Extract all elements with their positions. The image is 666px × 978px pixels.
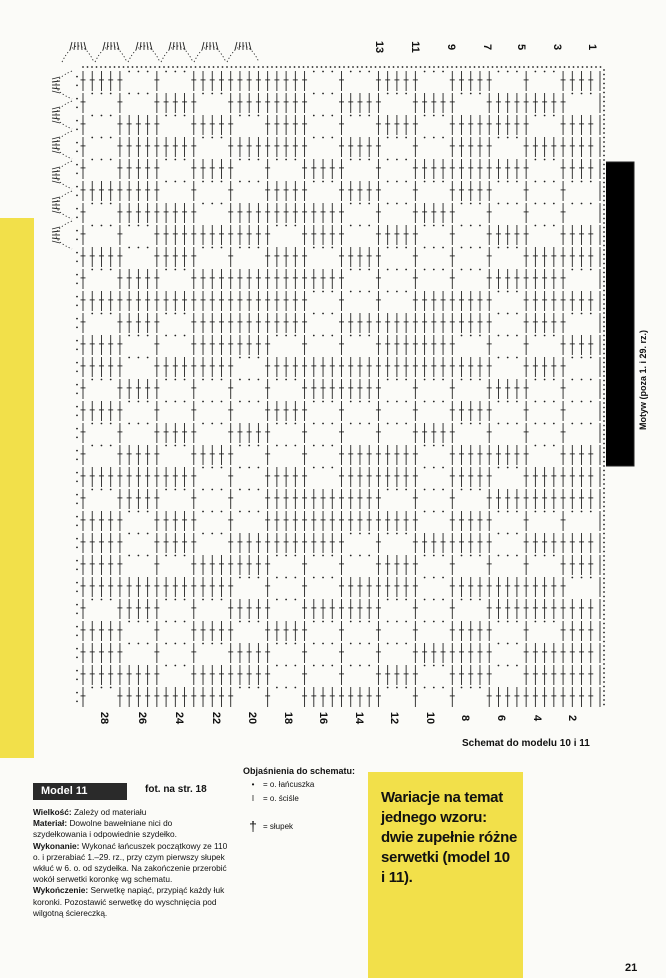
row-number-top: 7	[481, 43, 493, 51]
finishing-text: Serwetkę napiąć, przypiąć każdy łuk koronki. Pozostawić serwetkę do wyschnięcia pod wilgotną ściereczką.	[33, 885, 225, 918]
row-number-bottom: 20	[246, 711, 258, 725]
model-title: Model 11	[33, 783, 127, 800]
legend-item-treble	[243, 818, 293, 834]
highlight-text: Wariacje na temat jednego wzoru: dwie zupełnie różne serwetki (model 10 i 11).	[381, 789, 517, 886]
scheme-caption: Schemat do modelu 10 i 11	[462, 738, 590, 749]
chain-symbol-icon: •	[251, 780, 255, 789]
row-number-top: 3	[551, 43, 563, 51]
row-number-bottom: 2	[566, 714, 578, 722]
row-number-top: 5	[515, 43, 527, 51]
legend-item-slip	[243, 794, 299, 803]
row-number-bottom: 22	[210, 711, 222, 725]
row-number-bottom: 28	[98, 711, 110, 725]
row-number-bottom: 12	[388, 711, 400, 725]
finishing-label: Wykończenie:	[33, 885, 89, 896]
legend-text: = o. łańcuszka	[263, 780, 315, 789]
motif-label: Motyw (poza 1. i 29. rz.)	[638, 330, 648, 431]
size-label: Wielkość:	[33, 807, 72, 817]
slip-stitch-symbol-icon: I	[251, 794, 255, 803]
legend-title: Objaśnienia do schematu:	[243, 766, 356, 776]
size-text: Zależy od materiału	[73, 807, 147, 817]
legend-item-chain	[243, 780, 314, 789]
row-number-bottom: 16	[317, 711, 329, 725]
row-number-bottom: 18	[282, 711, 294, 725]
page-number: 21	[625, 962, 638, 974]
row-number-bottom: 14	[353, 711, 365, 725]
row-number-bottom: 24	[173, 711, 185, 725]
material-text: Dowolne bawełniane nici do szydełkowania i odpowiednie szydełko.	[33, 818, 177, 840]
instructions	[33, 807, 228, 919]
row-number-bottom: 4	[531, 714, 543, 722]
photo-reference: fot. na str. 18	[145, 784, 207, 795]
row-number-top: 9	[445, 43, 457, 51]
row-number-top: 13	[373, 40, 385, 54]
treble-symbol-icon: †	[249, 818, 257, 834]
row-number-top: 1	[586, 43, 598, 51]
row-number-bottom: 10	[424, 711, 436, 725]
row-number-top: 11	[409, 41, 421, 53]
legend-text: = o. ściśle	[263, 794, 299, 803]
row-number-bottom: 6	[495, 714, 507, 722]
row-number-bottom: 26	[136, 711, 148, 725]
execution-label: Wykonanie:	[33, 840, 80, 851]
legend-text: = słupek	[263, 821, 294, 831]
motif-bracket	[606, 162, 634, 466]
row-number-bottom: 8	[459, 714, 471, 722]
material-label: Materiał:	[33, 818, 68, 829]
execution-text: Wykonać łańcuszek początkowy ze 110 o. i przerabiać 1.–29. rz., przy czym pierwszy słupek wkłuć w 6. o. od szydełka. Na zakończenie przerobić wokół serwetki koronkę wg schematu.	[33, 840, 228, 885]
chart-grid	[52, 42, 605, 707]
